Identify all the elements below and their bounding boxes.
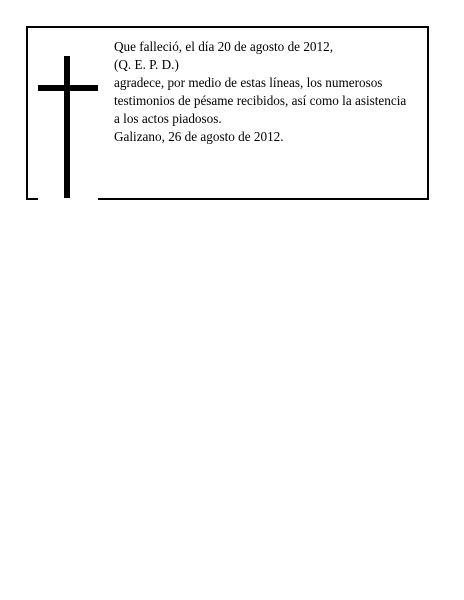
cross-base-gap — [38, 198, 98, 200]
notice-line-rip: (Q. E. P. D.) — [114, 57, 179, 72]
latin-cross-icon — [28, 28, 108, 200]
obituary-notice-box — [26, 26, 429, 200]
cross-horizontal-beam — [38, 85, 98, 91]
notice-line-place-date: Galizano, 26 de agosto de 2012. — [114, 129, 284, 144]
notice-line-services: a los actos piadosos. — [114, 111, 222, 126]
notice-line-death-date: Que falleció, el día 20 de agosto de 2012, — [114, 39, 333, 54]
cross-vertical-beam — [64, 56, 70, 200]
notice-line-condolences: testimonios de pésame recibidos, así como la asistencia — [114, 93, 407, 108]
notice-text-block — [114, 38, 420, 146]
notice-line-thanks: agradece, por medio de estas líneas, los numerosos — [114, 75, 383, 90]
